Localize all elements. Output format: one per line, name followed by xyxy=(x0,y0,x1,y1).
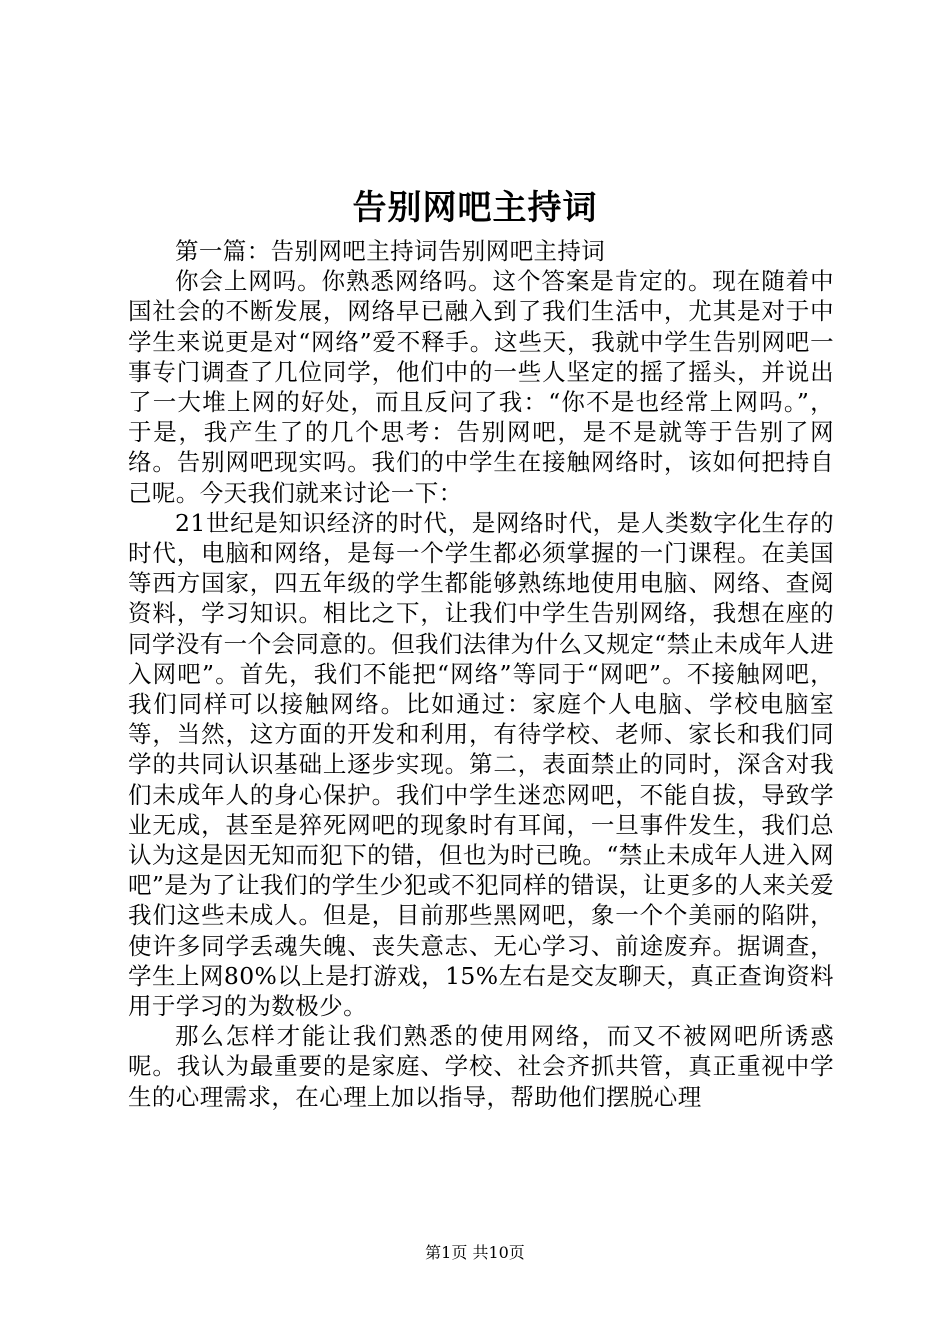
paragraph-heading: 第一篇：告别网吧主持词告别网吧主持词 xyxy=(175,237,606,265)
document-body xyxy=(128,236,834,1112)
paragraph: 那么怎样才能让我们熟悉的使用网络，而又不被网吧所诱惑呢。我认为最重要的是家庭、学校、社会齐抓共管，真正重视中学生的心理需求，在心理上加以指导，帮助他们摆脱心理 xyxy=(128,1022,834,1111)
paragraph: 你会上网吗。你熟悉网络吗。这个答案是肯定的。现在随着中国社会的不断发展，网络早已融入到了我们生活中，尤其是对于中学生来说更是对“网络”爱不释手。这些天，我就中学生告别网吧一事专门调查了几位同学，他们中的一些人坚定的摇了摇头，并说出了一大堆上网的好处，而且反问了我：“你不是也经常上网吗。”，于是，我产生了的几个思考：告别网吧，是不是就等于告别了网络。告别网吧现实吗。我们的中学生在接触网络时，该如何把持自己呢。今天我们就来讨论一下： xyxy=(128,267,834,507)
page-number-footer: 第1页 共10页 xyxy=(425,1243,525,1262)
document-title: 告别网吧主持词 xyxy=(352,188,598,228)
paragraph: 21世纪是知识经济的时代，是网络时代，是人类数字化生存的时代，电脑和网络，是每一个学生都必须掌握的一门课程。在美国等西方国家，四五年级的学生都能够熟练地使用电脑、网络、查阅资料，学习知识。相比之下，让我们中学生告别网络，我想在座的同学没有一个会同意的。但我们法律为什么又规定“禁止未成年人进入网吧”。首先，我们不能把“网络”等同于“网吧”。不接触网吧，我们同样可以接触网络。比如通过：家庭个人电脑、学校电脑室等，当然，这方面的开发和利用，有待学校、老师、家长和我们同学的共同认识基础上逐步实现。第二，表面禁止的同时，深含对我们未成年人的身心保护。我们中学生迷恋网吧，不能自拔，导致学业无成，甚至是猝死网吧的现象时有耳闻，一旦事件发生，我们总认为这是因无知而犯下的错，但也为时已晚。“禁止未成年人进入网吧”是为了让我们的学生少犯或不犯同样的错误，让更多的人来关爱我们这些未成人。但是，目前那些黑网吧，象一个个美丽的陷阱，使许多同学丢魂失魄、丧失意志、无心学习、前途废弃。据调查，学生上网80%以上是打游戏，15%左右是交友聊天，真正查询资料用于学习的为数极少。 xyxy=(128,508,834,1021)
